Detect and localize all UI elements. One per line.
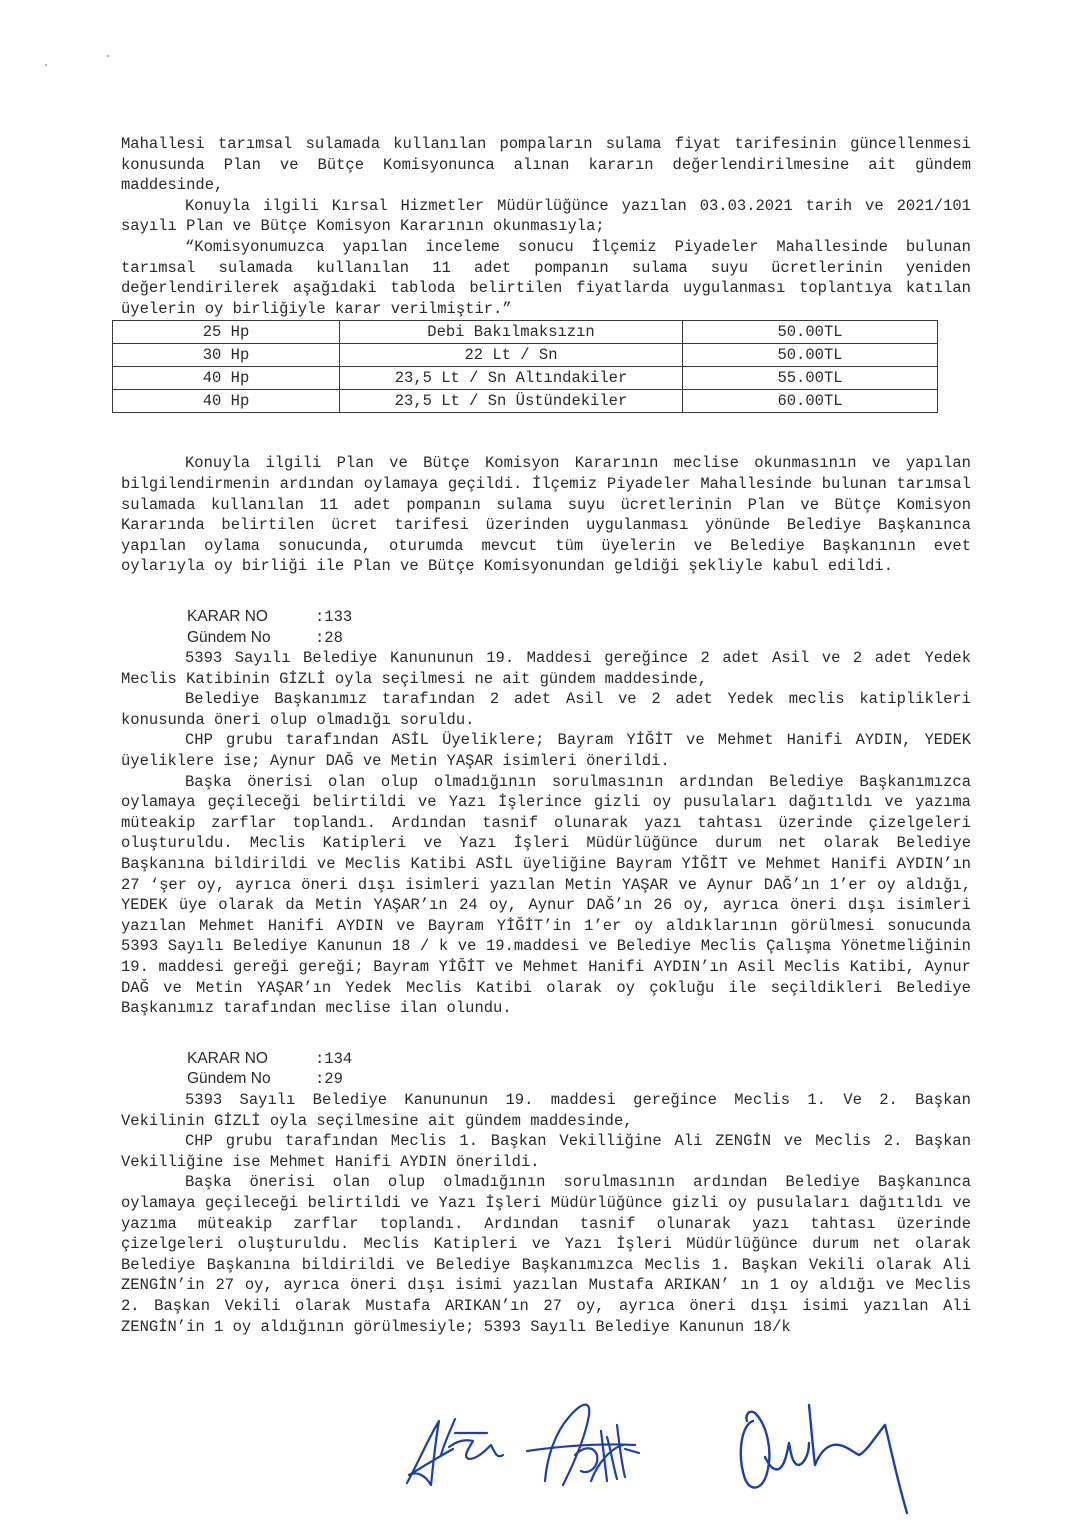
intro-paragraph-1: Mahallesi tarımsal sulamada kullanılan pompaların sulama fiyat tarifesinin güncellenmesi konusunda Plan ve Bütçe Komisyonunca alınan kararın değerlendirilmesine ait gündem maddesinde,: [121, 135, 971, 195]
karar-134-paragraph: 5393 Sayılı Belediye Kanununun 19. maddesi gereğince Meclis 1. Ve 2. Başkan Vekilinin GİZLİ oyla seçilmesine ait gündem maddesinde,: [121, 1090, 971, 1130]
signatures: [395, 1385, 915, 1525]
scan-speck: [45, 64, 47, 66]
karar-134-paragraph: Başka önerisi olan olup olmadığının sorulmasının ardından Belediye Başkanınca oylamaya geçileceği belirtildi ve Yazı İşleri Müdürlüğünce gizli oy pusulaları dağıtıldı ve yazıma müteakip zarflar toplandı. Ardından tasnif olunarak yazı tahtası üzerinde çizelgeleri oluşturuldu. Meclis Katipleri ve Yazı İşleri Müdürlüğünce durum net olarak Belediye Başkanına bildirildi ve Belediye Başkanımızca Meclis 1. Başkan Vekili olarak Ali ZENGİN’in 27 oy, ayrıca öneri dışı isimi yazılan Mustafa ARIKAN’ ın 1 oy aldığı ve Meclis 2. Başkan Vekili olarak Mustafa ARIKAN’ın 27 oy, ayrıca öneri dışı isimi yazılan Ali ZENGİN’in 1 oy aldığının görülmesiyle; 5393 Sayılı Belediye Kanunun 18/k: [121, 1173, 971, 1336]
karar-label: KARAR NO: [187, 607, 268, 625]
intro-paragraph-2: Konuyla ilgili Kırsal Hizmetler Müdürlüğünce yazılan 03.03.2021 tarih ve 2021/101 sayılı Plan ve Bütçe Komisyon Kararının okunmasıyla;: [121, 196, 971, 236]
karar-number: :134: [315, 1049, 353, 1068]
signature-2-icon: [527, 1405, 639, 1485]
karar-133-gundem-line: [121, 628, 971, 649]
table-cell-power: 40 Hp: [113, 390, 340, 413]
karar-133-paragraph: CHP grubu tarafından ASİL Üyeliklere; Bayram YİĞİT ve Mehmet Hanifi AYDIN, YEDEK üyeliklere ise; Aynur DAĞ ve Metin YAŞAR isimleri önerildi.: [121, 731, 971, 771]
signature-1-icon: [407, 1419, 503, 1485]
gundem-number: :28: [315, 628, 343, 647]
table-cell-power: 30 Hp: [113, 344, 340, 367]
table-cell-flow: 23,5 Lt / Sn Altındakiler: [340, 367, 683, 390]
table-cell-price: 50.00TL: [683, 321, 938, 344]
table-cell-price: 55.00TL: [683, 367, 938, 390]
document-body: [121, 134, 971, 1337]
table-cell-flow: 23,5 Lt / Sn Üstündekiler: [340, 390, 683, 413]
karar-label: KARAR NO: [187, 1049, 268, 1067]
karar-133-paragraph: Belediye Başkanımız tarafından 2 adet Asil ve 2 adet Yedek meclis katiplikleri konusunda öneri olup olmadığı soruldu.: [121, 690, 971, 729]
signature-3-icon: [741, 1405, 907, 1513]
scan-speck: [107, 55, 109, 57]
karar-133-paragraph: Başka önerisi olan olup olmadığının sorulmasının ardından Belediye Başkanımızca oylamaya geçileceği belirtildi ve Yazı İşlerince gizli oy pusulaları dağıtıldı ve yazıma müteakip zarflar toplandı. Ardından tasnif olunarak yazı tahtası üzerinde çizelgeleri oluşturuldu. Meclis Katipleri ve Yazı İşleri Müdürlüğünce durum net olarak Belediye Başkanına bildirildi ve Meclis Katibi ASİL üyeliğine Bayram YİĞİT ve Mehmet Hanifi AYDIN’ın 27 ‘şer oy, ayrıca öneri dışı isimleri yazılan Metin YAŞAR ve Aynur DAĞ’ın 1’er oy aldığı, YEDEK üye olarak da Metin YAŞAR’ın 24 oy, Aynur DAĞ’ın 26 oy, ayrıca öneri dışı isimleri yazılan Mehmet Hanifi AYDIN ve Bayram YİĞİT’in 1’er oy aldıklarının görülmesi sonucunda 5393 Sayılı Belediye Kanunun 18 / k ve 19.maddesi ve Belediye Meclis Çalışma Yönetmeliğinin 19. maddesi gereği gereği; Bayram YİĞİT ve Mehmet Hanifi AYDIN’ın Asil Meclis Katibi, Aynur DAĞ ve Metin YAŞAR’ın Yedek Meclis Katibi olarak oy çokluğu ile seçildikleri Belediye Başkanımız tarafından meclise ilan olundu.: [121, 772, 971, 1018]
gundem-label: Gündem No: [187, 628, 271, 646]
decision-paragraph: Konuyla ilgili Plan ve Bütçe Komisyon Kararının meclise okunmasının ve yapılan bilgilendirmenin ardından oylamaya geçildi. İlçemiz Piyadeler Mahallesinde bulunan tarımsal sulamada kullanılan 11 adet pompanın sulama suyu ücretlerinin Plan ve Bütçe Komisyon Kararında belirtilen ücret tarifesi üzerinden uygulanması yönünde Belediye Başkanınca yapılan oylama sonucunda, oturumda mevcut tüm üyelerin ve Belediye Başkanının evet oylarıyla oy birliği ile Plan ve Bütçe Komisyonundan geldiği şekliyle kabul edildi.: [121, 454, 971, 576]
gundem-label: Gündem No: [187, 1070, 271, 1088]
gundem-number: :29: [315, 1070, 343, 1089]
karar-134-paragraph: CHP grubu tarafından Meclis 1. Başkan Vekilliğine Ali ZENGİN ve Meclis 2. Başkan Vekilliğine ise Mehmet Hanifi AYDIN önerildi.: [121, 1132, 971, 1171]
table-row: [113, 390, 938, 413]
table-cell-price: 60.00TL: [683, 390, 938, 413]
table-cell-power: 40 Hp: [113, 367, 340, 390]
table-cell-price: 50.00TL: [683, 344, 938, 367]
table-row: [113, 367, 938, 390]
table-row: [113, 321, 938, 344]
table-cell-flow: Debi Bakılmaksızın: [340, 321, 683, 344]
table-cell-power: 25 Hp: [113, 321, 340, 344]
tariff-table: [112, 320, 938, 413]
table-cell-flow: 22 Lt / Sn: [340, 344, 683, 367]
karar-134-number-line: [121, 1049, 971, 1070]
karar-number: :133: [315, 607, 353, 626]
table-row: [113, 344, 938, 367]
karar-134-gundem-line: [121, 1069, 971, 1090]
karar-133-paragraph: 5393 Sayılı Belediye Kanununun 19. Maddesi gereğince 2 adet Asil ve 2 adet Yedek Meclis Katibinin GİZLİ oyla seçilmesi ne ait gündem maddesinde,: [121, 649, 971, 688]
karar-133-number-line: [121, 607, 971, 628]
intro-paragraph-3: “Komisyonumuzca yapılan inceleme sonucu İlçemiz Piyadeler Mahallesinde bulunan tarımsal sulamada kullanılan 11 adet pompanın sulama suyu ücretlerinin yeniden değerlendirilerek aşağıdaki tabloda belirtilen fiyatlarda uygulanması toplantıya katılan üyelerin oy birliğiyle karar verilmiştir.”: [121, 237, 971, 318]
